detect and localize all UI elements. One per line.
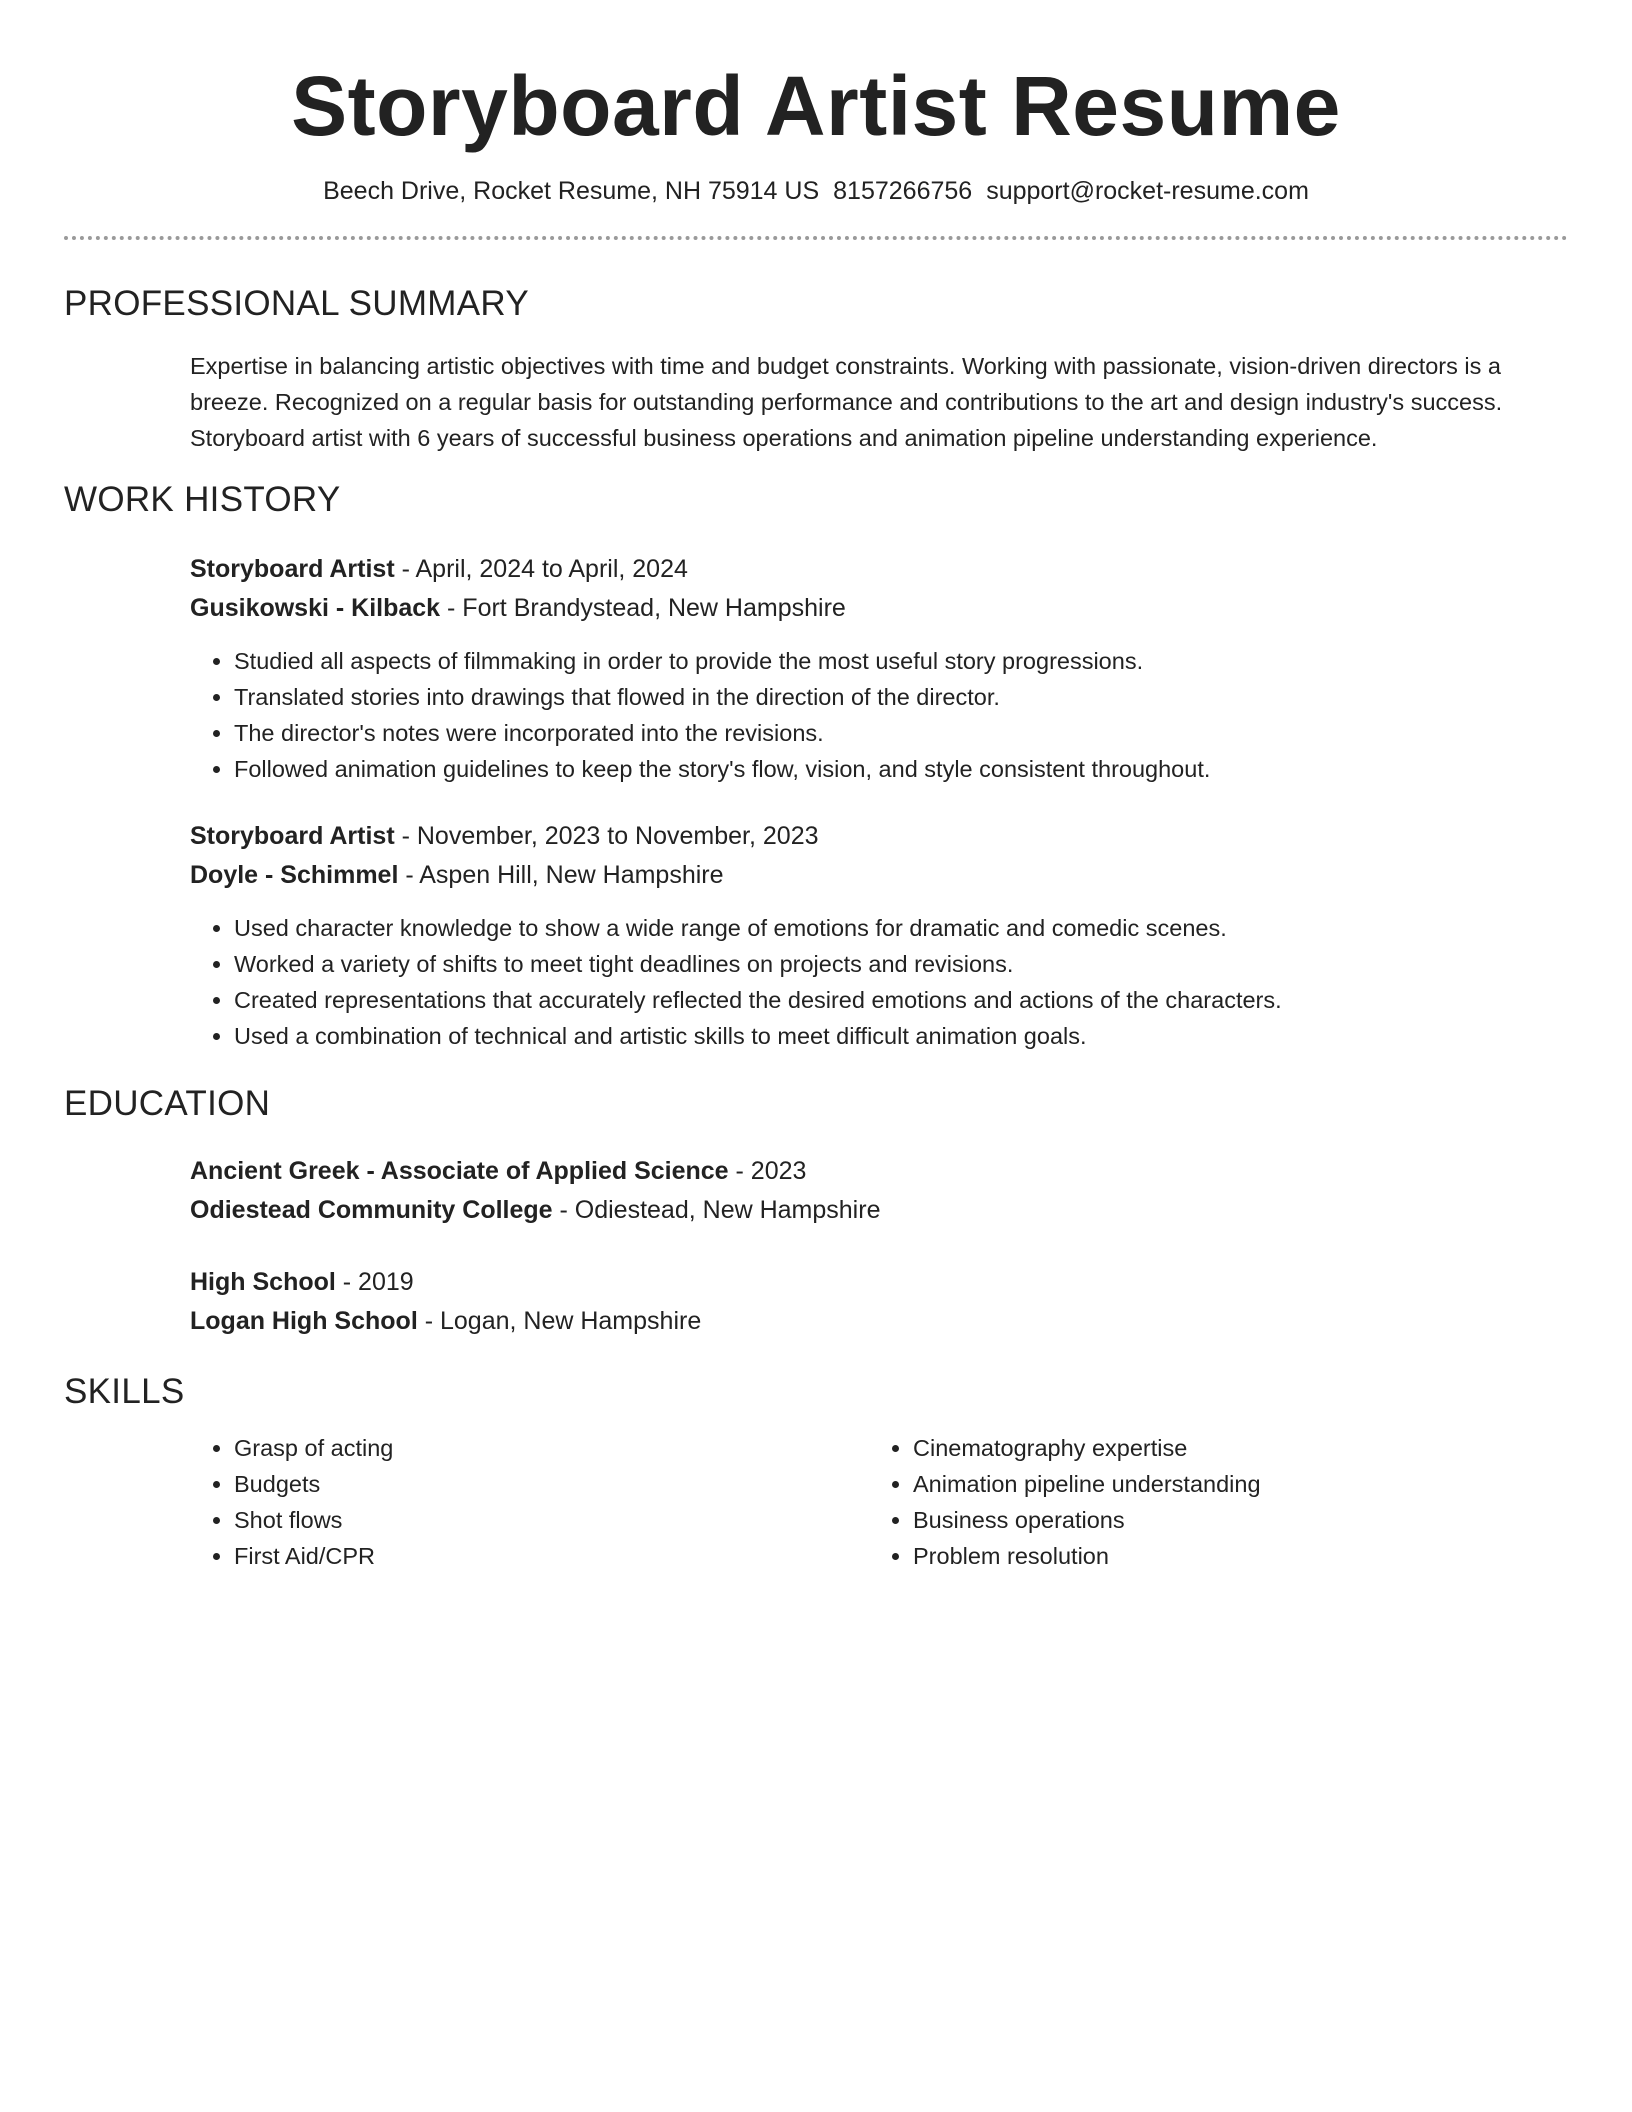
list-item: • Worked a variety of shifts to meet tight deadlines on projects and revisions. — [234, 946, 1568, 982]
skill-item: • Budgets — [234, 1466, 869, 1502]
job-title-line — [190, 817, 1568, 855]
skills-column-left — [190, 1430, 869, 1574]
education-school: Odiestead Community College — [190, 1196, 553, 1224]
list-item: • The director's notes were incorporated into the revisions. — [234, 715, 1568, 751]
job-dates: - April, 2024 to April, 2024 — [394, 555, 688, 583]
education-school: Logan High School — [190, 1307, 418, 1335]
skill-item: • Business operations — [913, 1502, 1553, 1538]
job-entry — [190, 550, 1568, 787]
list-item: • Created representations that accurately reflected the desired emotions and actions of the characters. — [234, 982, 1568, 1018]
skill-item: • Problem resolution — [913, 1538, 1553, 1574]
job-title-line — [190, 550, 1568, 588]
job-bullets — [190, 643, 1568, 787]
skill-item: • First Aid/CPR — [234, 1538, 869, 1574]
education-location: - Logan, New Hampshire — [417, 1307, 702, 1335]
job-dates: - November, 2023 to November, 2023 — [394, 822, 819, 850]
job-location: - Aspen Hill, New Hampshire — [398, 861, 724, 889]
job-company: Doyle - Schimmel — [190, 861, 399, 889]
education-heading: EDUCATION — [64, 1084, 271, 1123]
job-entry — [190, 817, 1568, 1054]
skill-item: • Animation pipeline understanding — [913, 1466, 1553, 1502]
summary-text: Expertise in balancing artistic objectives with time and budget constraints. Working with passionate, vision-driven directors is a breeze. Recognized on a regular basis for outstanding performance and contributions to the art and design industry's success. Storyboard artist with 6 years of successful business operations and animation pipeline understanding experience. — [190, 353, 1503, 451]
skill-item: • Cinematography expertise — [913, 1430, 1553, 1466]
education-entry — [190, 1152, 1568, 1229]
job-bullets — [190, 910, 1568, 1054]
education-degree-line — [190, 1263, 1568, 1301]
list-item: • Studied all aspects of filmmaking in order to provide the most useful story progressions. — [234, 643, 1568, 679]
education-entry — [190, 1263, 1568, 1340]
skills-heading: SKILLS — [64, 1372, 185, 1411]
job-role: Storyboard Artist — [190, 555, 395, 583]
page-title: Storyboard Artist Resume — [291, 59, 1341, 153]
job-company-line — [190, 589, 1568, 627]
job-company-line — [190, 856, 1568, 894]
education-year: - 2019 — [335, 1268, 414, 1296]
skill-item: • Shot flows — [234, 1502, 869, 1538]
list-item: • Used character knowledge to show a wide range of emotions for dramatic and comedic scenes. — [234, 910, 1568, 946]
education-year: - 2023 — [728, 1157, 807, 1185]
contact-line — [64, 174, 1568, 208]
skills-column-right — [869, 1430, 1553, 1574]
skills-grid — [190, 1430, 1568, 1574]
education-school-line — [190, 1191, 1568, 1229]
summary-heading: PROFESSIONAL SUMMARY — [64, 284, 529, 323]
list-item: • Followed animation guidelines to keep the story's flow, vision, and style consistent throughout. — [234, 751, 1568, 787]
contact-email: support@rocket-resume.com — [986, 177, 1309, 205]
job-company: Gusikowski - Kilback — [190, 594, 441, 622]
skill-item: • Grasp of acting — [234, 1430, 869, 1466]
education-degree-line — [190, 1152, 1568, 1190]
education-school-line — [190, 1302, 1568, 1340]
contact-address: Beech Drive, Rocket Resume, NH 75914 US — [323, 177, 820, 205]
education-location: - Odiestead, New Hampshire — [552, 1196, 881, 1224]
education-degree: Ancient Greek - Associate of Applied Science — [190, 1157, 729, 1185]
job-role: Storyboard Artist — [190, 822, 395, 850]
resume-page — [64, 0, 1568, 1574]
header-divider — [64, 236, 1568, 240]
work-history-heading: WORK HISTORY — [64, 480, 341, 519]
contact-phone: 8157266756 — [833, 177, 973, 205]
list-item: • Translated stories into drawings that flowed in the direction of the director. — [234, 679, 1568, 715]
list-item: • Used a combination of technical and artistic skills to meet difficult animation goals. — [234, 1018, 1568, 1054]
job-location: - Fort Brandystead, New Hampshire — [440, 594, 846, 622]
education-degree: High School — [190, 1268, 336, 1296]
